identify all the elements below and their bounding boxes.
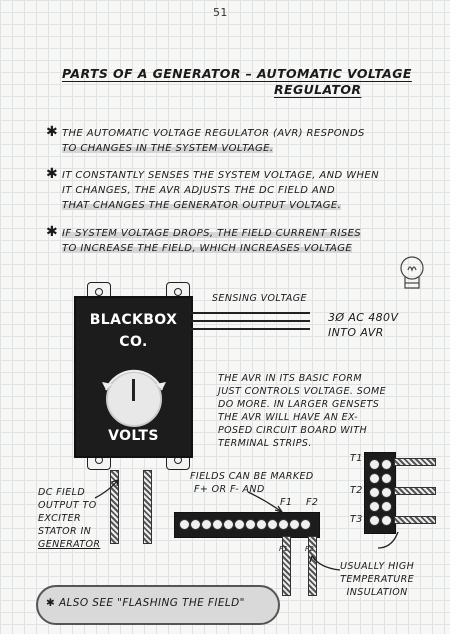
f2-wire-tag: F2 (305, 545, 315, 553)
star-icon: ✱ (46, 124, 59, 140)
star-icon: ✱ (46, 224, 59, 240)
note-line: TERMINAL STRIPS. (218, 438, 312, 449)
note-line: THE AVR WILL HAVE AN EX- (218, 412, 358, 423)
box-volts-label: VOLTS (108, 428, 159, 444)
bullet-line: TO INCREASE THE FIELD, WHICH INCREASES VOLTAGE (62, 243, 353, 254)
sensing-wire (190, 328, 310, 330)
insulation-note (340, 560, 414, 599)
star-icon: ✱ (46, 166, 59, 182)
f1-label: F1 (280, 497, 293, 508)
dc-field-lead (143, 470, 152, 544)
bullet-line: IT CHANGES, THE AVR ADJUSTS THE DC FIELD AND (62, 185, 336, 196)
ac-input-voltage: 3Ø AC 480V (328, 311, 399, 324)
bullet-avr-senses (48, 168, 408, 213)
bullet-line: THAT CHANGES THE GENERATOR OUTPUT VOLTAGE. (62, 200, 342, 211)
bullet-line: THE AUTOMATIC VOLTAGE REGULATOR (AVR) RESPONDS (62, 128, 365, 139)
sensing-wire (190, 312, 310, 314)
ac-terminal-strip (364, 452, 396, 534)
see-also-text (46, 597, 245, 609)
note-line: DC FIELD (38, 487, 86, 498)
note-line: OUTPUT TO (38, 500, 97, 511)
bullet-avr-responds (48, 126, 408, 156)
note-line: USUALLY HIGH (340, 561, 415, 572)
star-icon: ✱ (46, 597, 56, 609)
note-line: GENERATOR (38, 539, 101, 550)
dc-field-output-note (38, 486, 100, 551)
note-line: THE AVR IN ITS BASIC FORM (218, 373, 362, 384)
box-brand-co: CO. (119, 334, 148, 350)
see-also-label: ALSO SEE "FLASHING THE FIELD" (58, 597, 245, 609)
t1-label: T1 (350, 453, 363, 464)
fields-marking-note (190, 470, 314, 496)
note-line: TEMPERATURE (340, 574, 415, 585)
t1-wire (394, 458, 436, 466)
bullet-line: TO CHANGES IN THE SYSTEM VOLTAGE. (62, 143, 274, 154)
t3-wire (394, 516, 436, 524)
avr-description-note (218, 372, 418, 450)
page-number: 51 (213, 6, 228, 19)
t2-label: T2 (350, 485, 363, 496)
bullet-line: IT CONSTANTLY SENSES THE SYSTEM VOLTAGE, AND WHEN (62, 170, 380, 181)
sensing-voltage-label: SENSING VOLTAGE (212, 293, 307, 304)
ac-input-label (328, 310, 398, 340)
note-line: F+ OR F- AND (194, 484, 265, 495)
note-line: DO MORE. IN LARGER GENSETS (218, 399, 380, 410)
note-line: JUST CONTROLS VOLTAGE. SOME (218, 386, 387, 397)
see-also-callout (36, 585, 280, 625)
avr-black-box (74, 296, 193, 458)
note-line: STATOR IN (38, 526, 92, 537)
box-brand: BLACKBOX (89, 312, 178, 328)
f1-wire-tag: F1 (279, 545, 289, 553)
page-title-continued: REGULATOR (274, 82, 362, 97)
page-title: PARTS OF A GENERATOR – AUTOMATIC VOLTAGE (62, 66, 412, 81)
note-line: EXCITER (38, 513, 81, 524)
note-line: POSED CIRCUIT BOARD WITH (218, 425, 367, 436)
bullet-line: IF SYSTEM VOLTAGE DROPS, THE FIELD CURRENT RISES (62, 228, 362, 239)
ac-input-destination: INTO AVR (328, 326, 384, 339)
field-terminal-strip (174, 512, 320, 538)
t3-label: T3 (350, 514, 363, 525)
note-line: FIELDS CAN BE MARKED (190, 471, 314, 482)
f2-label: F2 (306, 497, 319, 508)
t2-wire (394, 487, 436, 495)
dc-field-lead (110, 470, 119, 544)
note-line: INSULATION (346, 587, 408, 598)
bullet-voltage-drops (48, 226, 408, 256)
sensing-wire (190, 320, 310, 322)
